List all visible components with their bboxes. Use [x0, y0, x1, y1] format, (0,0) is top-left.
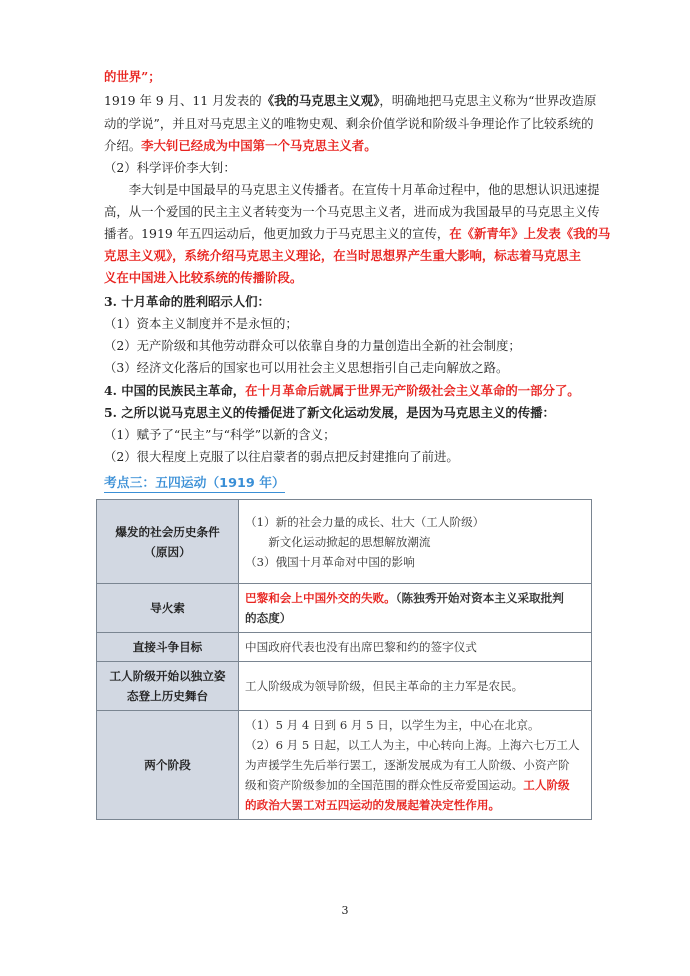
text-line — [104, 223, 610, 245]
may-fourth-table — [96, 499, 592, 820]
row-header-cell — [97, 711, 239, 820]
text-run: （2）很大程度上克服了以往启蒙者的弱点把反封建推向了前进。 — [104, 449, 459, 464]
row-content-cell — [239, 711, 592, 820]
row-header-cell — [97, 633, 239, 662]
text-line — [104, 424, 335, 446]
table-row — [97, 500, 592, 584]
cell-line — [245, 755, 585, 775]
text-run: 李大钊已经成为中国第一个马克思主义者。 — [141, 138, 377, 153]
text-run: 高，从一个爱国的民主主义者转变为一个马克思主义者，进而成为我国最早的马克思主义传 — [104, 204, 600, 219]
row-content-cell — [239, 500, 592, 584]
row-header-text: （原因） — [144, 544, 191, 559]
text-run: 的政治大罢工对五四运动的发展起着决定性作用。 — [245, 798, 501, 812]
text-line — [104, 291, 270, 313]
text-run: （1）赋予了“民主”与“科学”以新的含义； — [104, 427, 336, 442]
text-run: 为声援学生先后举行罢工，逐渐发展成为有工人阶级、小资产阶 — [245, 758, 570, 772]
text-run: 巴黎和会上中国外交的失败。 — [245, 591, 396, 605]
text-line — [104, 313, 298, 335]
text-run: 在十月革命后就属于世界无产阶级社会主义革命的一部分了。 — [245, 383, 580, 398]
row-header-cell — [97, 584, 239, 633]
text-run: 在《新青年》上发表《我的马 — [449, 226, 611, 241]
cell-line — [245, 735, 585, 755]
text-run: （1）5 月 4 日到 6 月 5 日，以学生为主，中心在北京。 — [245, 718, 540, 732]
text-line — [104, 335, 521, 357]
text-run: 克思主义观》，系统介绍马克思主义理论，在当时思想界产生重大影响，标志着马克思主 — [104, 248, 582, 263]
text-run: 的态度） — [245, 611, 292, 625]
cell-line — [245, 637, 585, 657]
text-run: （2）无产阶级和其他劳动群众可以依靠自身的力量创造出全新的社会制度； — [104, 338, 521, 353]
text-run: 中国政府代表也没有出席巴黎和约的签字仪式 — [245, 640, 477, 654]
text-run: 李大钊是中国最早的马克思主义传播者。在宣传十月革命过程中，他的思想认识迅速提 — [104, 182, 600, 197]
text-run: （陈独秀开始对资本主义采取批判 — [395, 591, 564, 605]
section-title: 考点三：五四运动（1919 年） — [104, 472, 285, 493]
table-row — [97, 584, 592, 633]
row-header-cell — [97, 500, 239, 584]
text-run: （2）6 月 5 日起，以工人为主，中心转向上海。上海六七万工人 — [245, 738, 580, 752]
cell-line — [245, 795, 585, 815]
text-run: （1）新的社会力量的成长、壮大（工人阶级） — [245, 514, 485, 529]
cell-line — [245, 775, 585, 795]
cell-line — [245, 552, 585, 572]
text-line — [104, 245, 581, 267]
text-run: （3）经济文化落后的国家也可以用社会主义思想指引自己走向解放之路。 — [104, 360, 509, 375]
text-run: 工人阶级 — [523, 778, 570, 792]
row-header-text: 直接斗争目标 — [132, 640, 203, 654]
cell-line — [245, 676, 585, 696]
text-run: 义在中国进入比较系统的传播阶段。 — [104, 270, 303, 285]
cell-line — [245, 512, 585, 532]
page-number: 3 — [341, 904, 349, 917]
text-line — [104, 90, 596, 112]
text-run: （1）资本主义制度并不是永恒的； — [104, 316, 298, 331]
text-line — [104, 201, 600, 223]
text-line — [104, 267, 302, 289]
row-header-text: 两个阶段 — [144, 758, 191, 772]
text-run: 播者。1919 年五四运动后，他更加致力于马克思主义的宣传， — [104, 226, 450, 241]
text-line — [104, 446, 459, 468]
text-run: 工人阶级成为领导阶级，但民主革命的主力军是农民。 — [245, 679, 524, 693]
text-run: （2）科学评价李大钊： — [104, 160, 236, 175]
text-run: （3）俄国十月革命对中国的影响 — [245, 554, 415, 569]
text-run: 新文化运动掀起的思想解放潮流 — [245, 534, 431, 549]
row-header-cell — [97, 662, 239, 711]
table-row — [97, 711, 592, 820]
text-run: 1919 年 9 月、11 月发表的 — [104, 93, 262, 108]
text-line — [104, 66, 161, 88]
row-content-cell — [239, 633, 592, 662]
text-run: ，明确地把马克思主义称为“世界改造原 — [379, 93, 597, 108]
text-run: 的世界”； — [104, 69, 161, 84]
text-run: 动的学说”，并且对马克思主义的唯物史观、剩余价值学说和阶级斗争理论作了比较系统的 — [104, 116, 594, 131]
text-run: 4. 中国的民族民主革命， — [104, 383, 246, 398]
text-line — [104, 402, 555, 424]
text-line — [104, 357, 508, 379]
text-run: 3. 十月革命的胜利昭示人们： — [104, 294, 270, 309]
cell-line — [245, 588, 585, 608]
table-row — [97, 662, 592, 711]
cell-line — [245, 715, 585, 735]
text-run: 级和资产阶级参加的全国范围的群众性反帝爱国运动。 — [245, 778, 524, 792]
row-header-text: 爆发的社会历史条件 — [115, 524, 220, 539]
row-header-text: 工人阶级开始以独立姿 — [109, 669, 226, 683]
row-header-text: 态登上历史舞台 — [126, 689, 209, 703]
text-line — [104, 135, 377, 157]
text-run: 介绍。 — [104, 138, 142, 153]
text-run: 5. 之所以说马克思主义的传播促进了新文化运动发展，是因为马克思主义的传播： — [104, 405, 555, 420]
row-content-cell — [239, 584, 592, 633]
cell-line — [245, 532, 585, 552]
table-row — [97, 633, 592, 662]
text-line — [104, 157, 236, 179]
row-content-cell — [239, 662, 592, 711]
cell-line — [245, 608, 585, 628]
text-line — [104, 380, 580, 402]
text-run: 《我的马克思主义观》 — [261, 93, 380, 108]
text-line — [104, 179, 600, 201]
row-header-text: 导火索 — [150, 601, 185, 615]
text-line — [104, 113, 594, 135]
